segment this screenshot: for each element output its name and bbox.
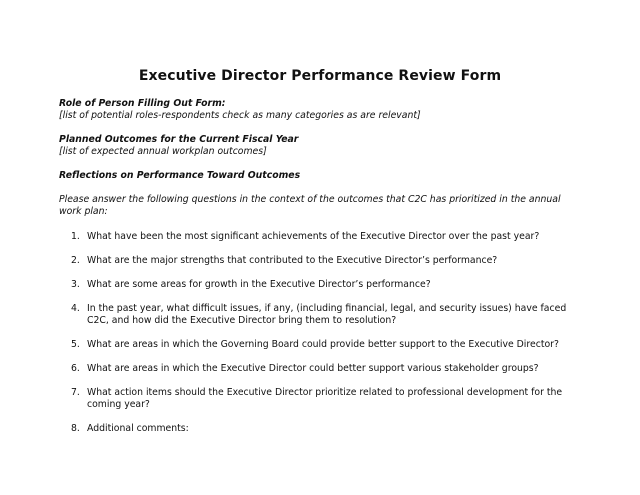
section-role-note: [list of potential roles-respondents check as many categories as are relevant]	[59, 110, 421, 121]
list-item	[59, 255, 574, 267]
question-number: 2.	[71, 255, 80, 266]
question-text: What are areas in which the Executive Director could better support various stakeholder groups?	[87, 363, 539, 374]
list-item	[59, 231, 574, 243]
section-outcomes-heading: Planned Outcomes for the Current Fiscal Year	[59, 134, 299, 145]
questions-list	[59, 231, 574, 435]
question-text: What are some areas for growth in the Executive Director’s performance?	[87, 279, 431, 290]
section-reflections-intro: Please answer the following questions in the context of the outcomes that C2C has prioritized in the annual work plan:	[59, 194, 561, 217]
section-role-heading: Role of Person Filling Out Form:	[59, 98, 226, 109]
question-number: 8.	[71, 423, 80, 434]
question-number: 7.	[71, 387, 80, 398]
document-title: Executive Director Performance Review Form	[138, 68, 502, 84]
section-reflections-heading: Reflections on Performance Toward Outcomes	[59, 170, 301, 181]
question-text: What are the major strengths that contributed to the Executive Director’s performance?	[87, 255, 498, 266]
document-body	[59, 98, 574, 447]
question-text: What action items should the Executive Director prioritize related to professional development for the coming year?	[87, 387, 563, 410]
list-item	[59, 387, 574, 411]
question-number: 4.	[71, 303, 80, 314]
question-number: 1.	[71, 231, 80, 242]
question-text: Additional comments:	[87, 423, 189, 434]
section-role	[59, 98, 574, 122]
question-text: In the past year, what difficult issues, if any, (including financial, legal, and security issues) have faced C2C, and how did the Executive Director bring them to resolution?	[87, 303, 567, 326]
list-item	[59, 363, 574, 375]
list-item	[59, 423, 574, 435]
section-outcomes-note: [list of expected annual workplan outcomes]	[59, 146, 267, 157]
question-text: What have been the most significant achievements of the Executive Director over the past year?	[87, 231, 540, 242]
question-number: 3.	[71, 279, 80, 290]
list-item	[59, 339, 574, 351]
section-reflections	[59, 170, 574, 218]
section-outcomes	[59, 134, 574, 158]
question-number: 5.	[71, 339, 80, 350]
list-item	[59, 279, 574, 291]
question-number: 6.	[71, 363, 80, 374]
list-item	[59, 303, 574, 327]
question-text: What are areas in which the Governing Board could provide better support to the Executive Director?	[87, 339, 559, 350]
